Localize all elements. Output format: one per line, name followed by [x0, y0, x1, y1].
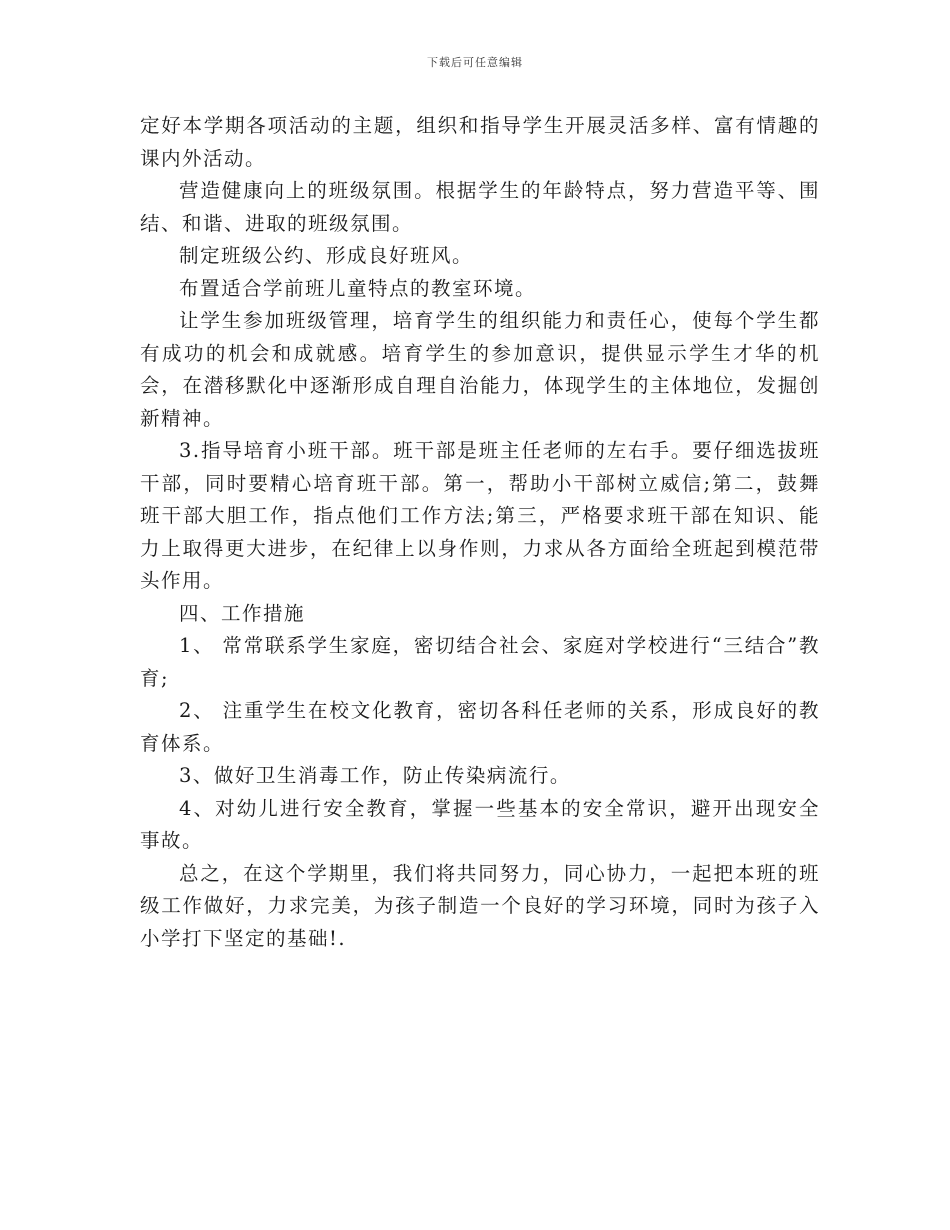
- page-header-note: 下载后可任意编辑: [427, 56, 523, 69]
- paragraph-2: 营造健康向上的班级氛围。根据学生的年龄特点，努力营造平等、围结、和谐、进取的班级氛围。: [140, 179, 820, 235]
- paragraph-5: 让学生参加班级管理，培育学生的组织能力和责任心，使每个学生都有成功的机会和成就感。培育学生的参加意识，提供显示学生才华的机会，在潜移默化中逐渐形成自理自治能力，体现学生的主体地位，发掘创新精神。: [140, 309, 820, 430]
- paragraph-1: 定好本学期各项活动的主题，组织和指导学生开展灵活多样、富有情趣的课内外活动。: [140, 114, 820, 170]
- document-body: [140, 110, 820, 955]
- measure-item-4: 4、对幼儿进行安全教育，掌握一些基本的安全常识，避开出现安全事故。: [140, 796, 820, 852]
- measure-item-2: 2、 注重学生在校文化教育，密切各科任老师的关系，形成良好的教育体系。: [140, 699, 820, 755]
- paragraph-3: 制定班级公约、形成良好班风。: [179, 244, 474, 267]
- measure-item-3: 3、做好卫生消毒工作，防止传染病流行。: [179, 764, 571, 787]
- paragraph-4: 布置适合学前班儿童特点的教室环境。: [179, 276, 537, 300]
- paragraph-6: 3.指导培育小班干部。班干部是班主任老师的左右手。要仔细选拔班干部，同时要精心培育班干部。第一，帮助小干部树立威信;第二，鼓舞班干部大胆工作，指点他们工作方法;第三，严格要求班干部在知识、能力上取得更大进步，在纪律上以身作则，力求从各方面给全班起到模范带头作用。: [140, 439, 820, 592]
- section-heading: 四、工作措施: [179, 601, 306, 625]
- conclusion-paragraph: 总之，在这个学期里，我们将共同努力，同心协力，一起把本班的班级工作做好，力求完美，为孩子制造一个良好的学习环境，同时为孩子入小学打下坚定的基础!.: [140, 861, 820, 950]
- measure-item-1: 1、 常常联系学生家庭，密切结合社会、家庭对学校进行“三结合”教育;: [140, 634, 820, 690]
